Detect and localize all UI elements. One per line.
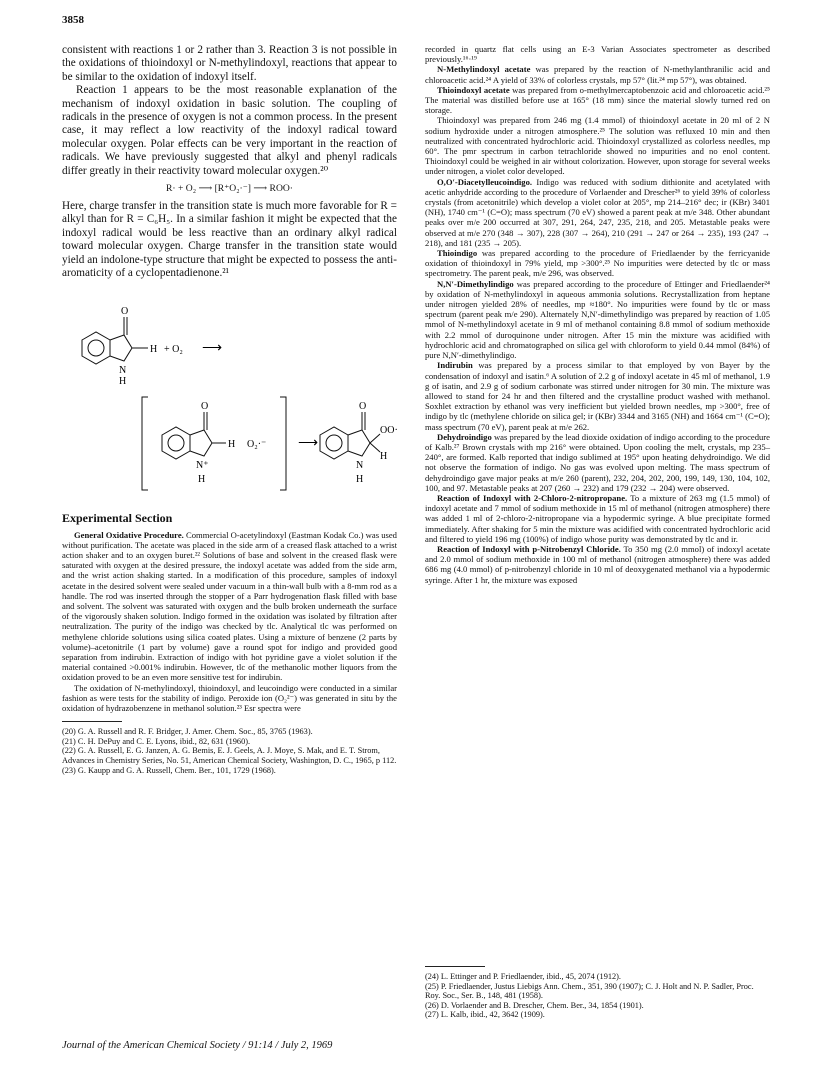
paragraph (425, 248, 770, 279)
reaction-arrow: ⟶ (298, 435, 319, 451)
nh-hydrogen-label: H (356, 473, 364, 485)
left-body-text (62, 44, 397, 178)
equation: R· + O₂ ⟶ [R⁺O₂·⁻] ⟶ ROO· (165, 183, 293, 195)
oxygen-label: O (121, 305, 129, 317)
paragraph-body: was prepared according to the procedure of Ettinger and Friedlaender²⁴ by oxidation of N-methylindoxyl in aqueous ammonia solutions. Recrystallization from heptane under nitrogen yielded 28% of needles, mp ≈180°. No impurities were found by tlc or mass spectrum (parent peak m/e 290). Alternately N,N′-dimethylindigo was prepared by reaction of 1.05 mmol of N-methylindoxyl acetate in 9 ml of methanol containing 8.8 mmol of sodium methoxide with 2.2 mmol of duroquinone under nitrogen. After 15 min the mixture was acidified with hydrochloric acid and chromatographed on silica gel with chloroform to yield 0.44 mmol (84%) of pure N,N′-dimethylindigo. (425, 278, 770, 361)
footnote: (24) L. Ettinger and P. Friedlaender, ibid., 45, 2074 (1912). (425, 972, 621, 981)
charge-transfer-structure (162, 412, 226, 459)
paragraph (425, 279, 770, 361)
paragraph-body: was prepared according to the procedure of Friedlaender by the ferricyanide oxidation of thioindoxyl in 79% yield, mp >300°.²⁵ No impurities were detected by tlc or mass spectrometry. The parent peak, m/e 296, was observed. (425, 248, 770, 279)
nitrogen-label: N (356, 459, 364, 471)
paragraph (425, 493, 770, 544)
footnote: (25) P. Friedlaender, Justus Liebigs Ann. Chem., 351, 390 (1907); C. J. Holt and N. P. Sadler, Proc. Roy. Soc., Ser. B., 148, 481 (1958). (425, 981, 754, 1001)
paragraph (425, 85, 770, 116)
oxygen-label: O (201, 400, 209, 412)
reaction-arrow: ⟶ (202, 340, 223, 356)
footnotes-right (425, 966, 770, 1020)
nh-hydrogen-label: H (119, 375, 127, 387)
plus-o2-label: + O₂ (164, 343, 183, 355)
paragraph: consistent with reactions 1 or 2 rather than 3. Reaction 3 is not possible in the oxidations of thioindoxyl or N-methylindoxyl, reactions that appear to be similar to the oxidation of indoxyl itself. (62, 44, 397, 83)
hydrogen-label: H (228, 438, 236, 450)
paragraph-lead: Reaction of Indoxyl with 2-Chloro-2-nitropropane. (437, 492, 628, 503)
paragraph-lead: Reaction of Indoxyl with p-Nitrobenzyl Chloride. (437, 543, 621, 554)
paragraph-lead: O,O′-Diacetylleucoindigo. (437, 176, 533, 187)
section-title: Experimental Section (62, 510, 173, 525)
paragraph-lead: N-Methylindoxyl acetate (437, 64, 531, 75)
indoxyl-structure (82, 317, 148, 364)
right-column (425, 44, 770, 585)
footnote: (27) L. Kalb, ibid., 42, 3642 (1909). (425, 1010, 545, 1020)
experimental-text (62, 530, 397, 714)
reaction-scheme-diagram (62, 285, 397, 500)
paragraph-body: was prepared by the reaction of N-methylanthranilic acid and chloroacetic acid.²⁴ A yield of 33% of colorless crystals, mp 57° (lit.²⁴ mp 57°), was obtained. (425, 64, 770, 85)
n-plus-label: N⁺ (196, 459, 209, 471)
paragraph-body: Indigo was reduced with sodium dithionite and acetylated with acetic anhydride according to the procedure of Vorlaender and Drescher²⁶ to yield 39% of colorless crystals (from acetonitrile) which develop a violet color at 205°, mp 214–216° dec; ir (KBr) 3401 (NH), 1740 cm⁻¹ (C=O); mass spectrum (70 eV) showed a parent peak at m/e 348. Other abundant peaks over m/e 200 occurred at 307, 291, 264, 247, 235, 218, and 205. Metastable peaks were observed at m/e 270 (348 → 307), 228 (307 → 264), 210 (291 → 247 or 264 → 235), 193 (247 → 218), and 181 (235 → 205). (425, 176, 770, 248)
paragraph-lead: Dehydroindigo (437, 431, 492, 442)
paragraph (425, 64, 770, 84)
right-body-text (425, 44, 770, 585)
page-number: 3858 (62, 14, 84, 26)
paragraph-body: was prepared by the lead dioxide oxidation of indigo according to the procedure of Kalb.²⁷ Brown crystals with mp 216° were obtained. Upon cooling the melt, crystals, mp 235–240°, are formed. Kalb reported that indigo sublimed at 195° upon heating dehydroindigo. We did not observe the formation of indigo. No gas was evolved upon melting. The mass spectrum of dehydroindigo gave major peaks at m/e 260 (parent), 232, 204, 202, 200, 199, 149, 130, 104, 102, 100, and 97. Metastable peaks at 207 (260 → 232) and 179 (232 → 204) were observed. (425, 431, 770, 493)
paragraph: Here, charge transfer in the transition state is much more favorable for R = alkyl than for R = C₆H₅. In a similar fashion it might be expected that the indoxyl radical would be less reactive than an ordinary alkyl radical toward molecular oxygen. Charge transfer in the transition state would yield an indolone-type structure that might be expected to possess the anti-aromaticity of a cyclopentadienone.²¹ (62, 200, 397, 280)
paragraph-body: The oxidation of N-methylindoxyl, thioindoxyl, and leucoindigo were conducted in a similar fashion as were tests for the stability of indigo. Peroxide ion (O₂²⁻) was generated in situ by the oxidation of hydrazobenzene in methanol solution.²³ Esr spectra were (62, 682, 397, 713)
footnote: (26) D. Vorlaender and B. Drescher, Chem. Ber., 34, 1854 (1901). (425, 1000, 644, 1010)
paragraph-body: recorded in quartz flat cells using an E-3 Varian Associates spectrometer as described previously.¹⁶·¹⁹ (425, 44, 770, 65)
footnote: (21) C. H. DePuy and C. E. Lyons, ibid., 82, 631 (1960). (62, 736, 251, 746)
superoxide-label: O₂·⁻ (247, 438, 267, 450)
paragraph (62, 530, 397, 683)
footnote-divider (62, 721, 122, 722)
paragraph (425, 177, 770, 248)
paragraph-body: was prepared from o-methylmercaptobenzoic acid and chloroacetic acid.²⁵ The material was distilled before use at 165° (18 mm) since the material slowly turned red on storage. (425, 84, 770, 116)
oxygen-label: O (359, 400, 367, 412)
footnote: (20) G. A. Russell and R. F. Bridger, J. Amer. Chem. Soc., 85, 3765 (1963). (62, 727, 313, 737)
paragraph-body: Thioindoxyl was prepared from 246 mg (1.4 mmol) of thioindoxyl acetate in 20 ml of 2 N sodium hydroxide under a nitrogen atmosphere.²⁵ The solution was refluxed 10 min and then neutralized with concentrated hydrochloric acid. Thioindoxyl crystallized as colorless needles, mp 60°. The pmr spectrum in carbon tetrachloride showed no impurities and no enol content. Thioindoxyl could be weighed in air without colorization. However, upon storage for several weeks under nitrogen, a violet color developed. (425, 115, 770, 177)
paragraph (425, 115, 770, 176)
paragraph-lead: N,N′-Dimethylindigo (437, 278, 514, 289)
footnotes-left (62, 727, 397, 775)
hydrogen-label: H (150, 343, 158, 355)
footnote: (23) G. Kaupp and G. A. Russell, Chem. Ber., 101, 1729 (1968). (62, 765, 276, 775)
paragraph-lead: Thioindigo (437, 248, 478, 259)
paragraph (425, 44, 770, 64)
nitrogen-label: N (119, 364, 127, 376)
footnote: (22) G. A. Russell, E. G. Janzen, A. G. Bemis, E. J. Geels, A. J. Moye, S. Mak, and E. T. Strom, Advances in Chemistry Series, No. 51, American Chemical Society, Washington, D. C., 1965, p 112. (62, 746, 397, 765)
left-body-text-2 (62, 200, 397, 280)
paragraph-body: To a mixture of 263 mg (1.5 mmol) of indoxyl acetate and 7 mmol of sodium methoxide in 15 ml of methanol (nitrogen atmosphere) there was added 1 ml of 2-chloro-2-nitropropane via a hypodermic syringe. A blue precipitate formed immediately. After shaking for 5 min the mixture was acidified with concentrated hydrochloric acid and filtered to yield 196 mg (100%) of indigo whose purity was demonstrated by tlc and ir. (425, 492, 770, 544)
paragraph (425, 432, 770, 493)
paragraph: Reaction 1 appears to be the most reasonable explanation of the mechanism of indoxyl oxidation in basic solution. The coupling of radicals in the presence of oxygen is not a common process. In the present case, it may reflect a low reactivity of the indoxyl radical toward molecular oxygen. Polar effects can be very important in the reaction of radicals. We have previously suggested that alkyl and phenyl radicals differ greatly in their reactivity toward molecular oxygen.²⁰ (62, 84, 397, 177)
footnote-divider (425, 966, 485, 967)
paragraph-lead: Thioindoxyl acetate (437, 84, 510, 95)
paragraph-body: Commercial O-acetylindoxyl (Eastman Kodak Co.) was used without purification. The acetate was placed in the side arm of a creased flask attached to a wrist action shaker and to an oxygen buret.²² Solutions of base and solvent in the creased flask were saturated with oxygen at the desired pressure, the indoxyl acetate was added from the side arm, and the wrist action shaking started. In a modification of this procedure, samples of indoxyl acetate in the desired solvent were sealed under vacuum in a thin-wall bulb with a 8-mm rod as a handle. The rod was inserted through the stopper of a Parr hydrogenation flask filled with base and solvent. The solvent was saturated with oxygen and the bulb broken underneath the surface of the vigorously shaken solution. Indigo formed in the oxidation was isolated by filtration after neutralization. The purity of the indigo was checked by tlc. Analytical tlc was performed on methylene chloride solutions using silica coated plates. Using a mixture of benzene (2 parts by volume)–acetonitrile (1 part by volume) gave a round spot for indigo and provided good separation from indirubin. Extraction of indigo with hot pyridine gave a violet solution if the material contained >0.001% indirubin. However, tlc of the methanolic mother liquors from the oxidation proved to be an even more sensitive test for indirubin. (62, 529, 397, 683)
paragraph-body: To 350 mg (2.0 mmol) of indoxyl acetate and 2.0 mmol of sodium methoxide in 100 ml of methanol (nitrogen atmosphere) there was added 686 mg (4.0 mmol) of p-nitrobenzyl chloride in 10 ml of deoxygenated methanol via a hypodermic syringe. After 1 hr, the mixture was exposed (425, 543, 770, 585)
nh-hydrogen-label: H (198, 473, 206, 485)
paragraph (425, 360, 770, 431)
paragraph (425, 544, 770, 585)
paragraph-body: was prepared by a process similar to that employed by von Bayer by the condensation of indoxyl and isatin.⁶ A solution of 2.2 g of indoxyl acetate in 45 ml of methanol, 1.9 g of isatin, and 2.9 g of sodium carbonate was stirred under nitrogen for 30 min. The mixture was allowed to stand for 24 hr and then filtered and the crystalline product washed with methanol. Soxhlet extraction by ethanol was very inefficient but yielded brown needles, mp >300°, free of indigo by tlc (methylene chloride on silica gel; ir (KBr) 3344 and 3165 (NH) and 1664 cm⁻¹ (C=O); mass spectrum (70 eV), parent peak at m/e 262. (425, 360, 770, 432)
peroxy-label: OO· (380, 424, 397, 436)
left-column (62, 44, 397, 775)
hydrogen-label: H (380, 450, 388, 462)
paragraph-lead: General Oxidative Procedure. (74, 529, 184, 540)
peroxy-radical-structure (320, 412, 380, 459)
paragraph-lead: Indirubin (437, 360, 473, 371)
journal-footer: Journal of the American Chemical Society / 91:14 / July 2, 1969 (62, 1040, 333, 1051)
paragraph (62, 683, 397, 714)
